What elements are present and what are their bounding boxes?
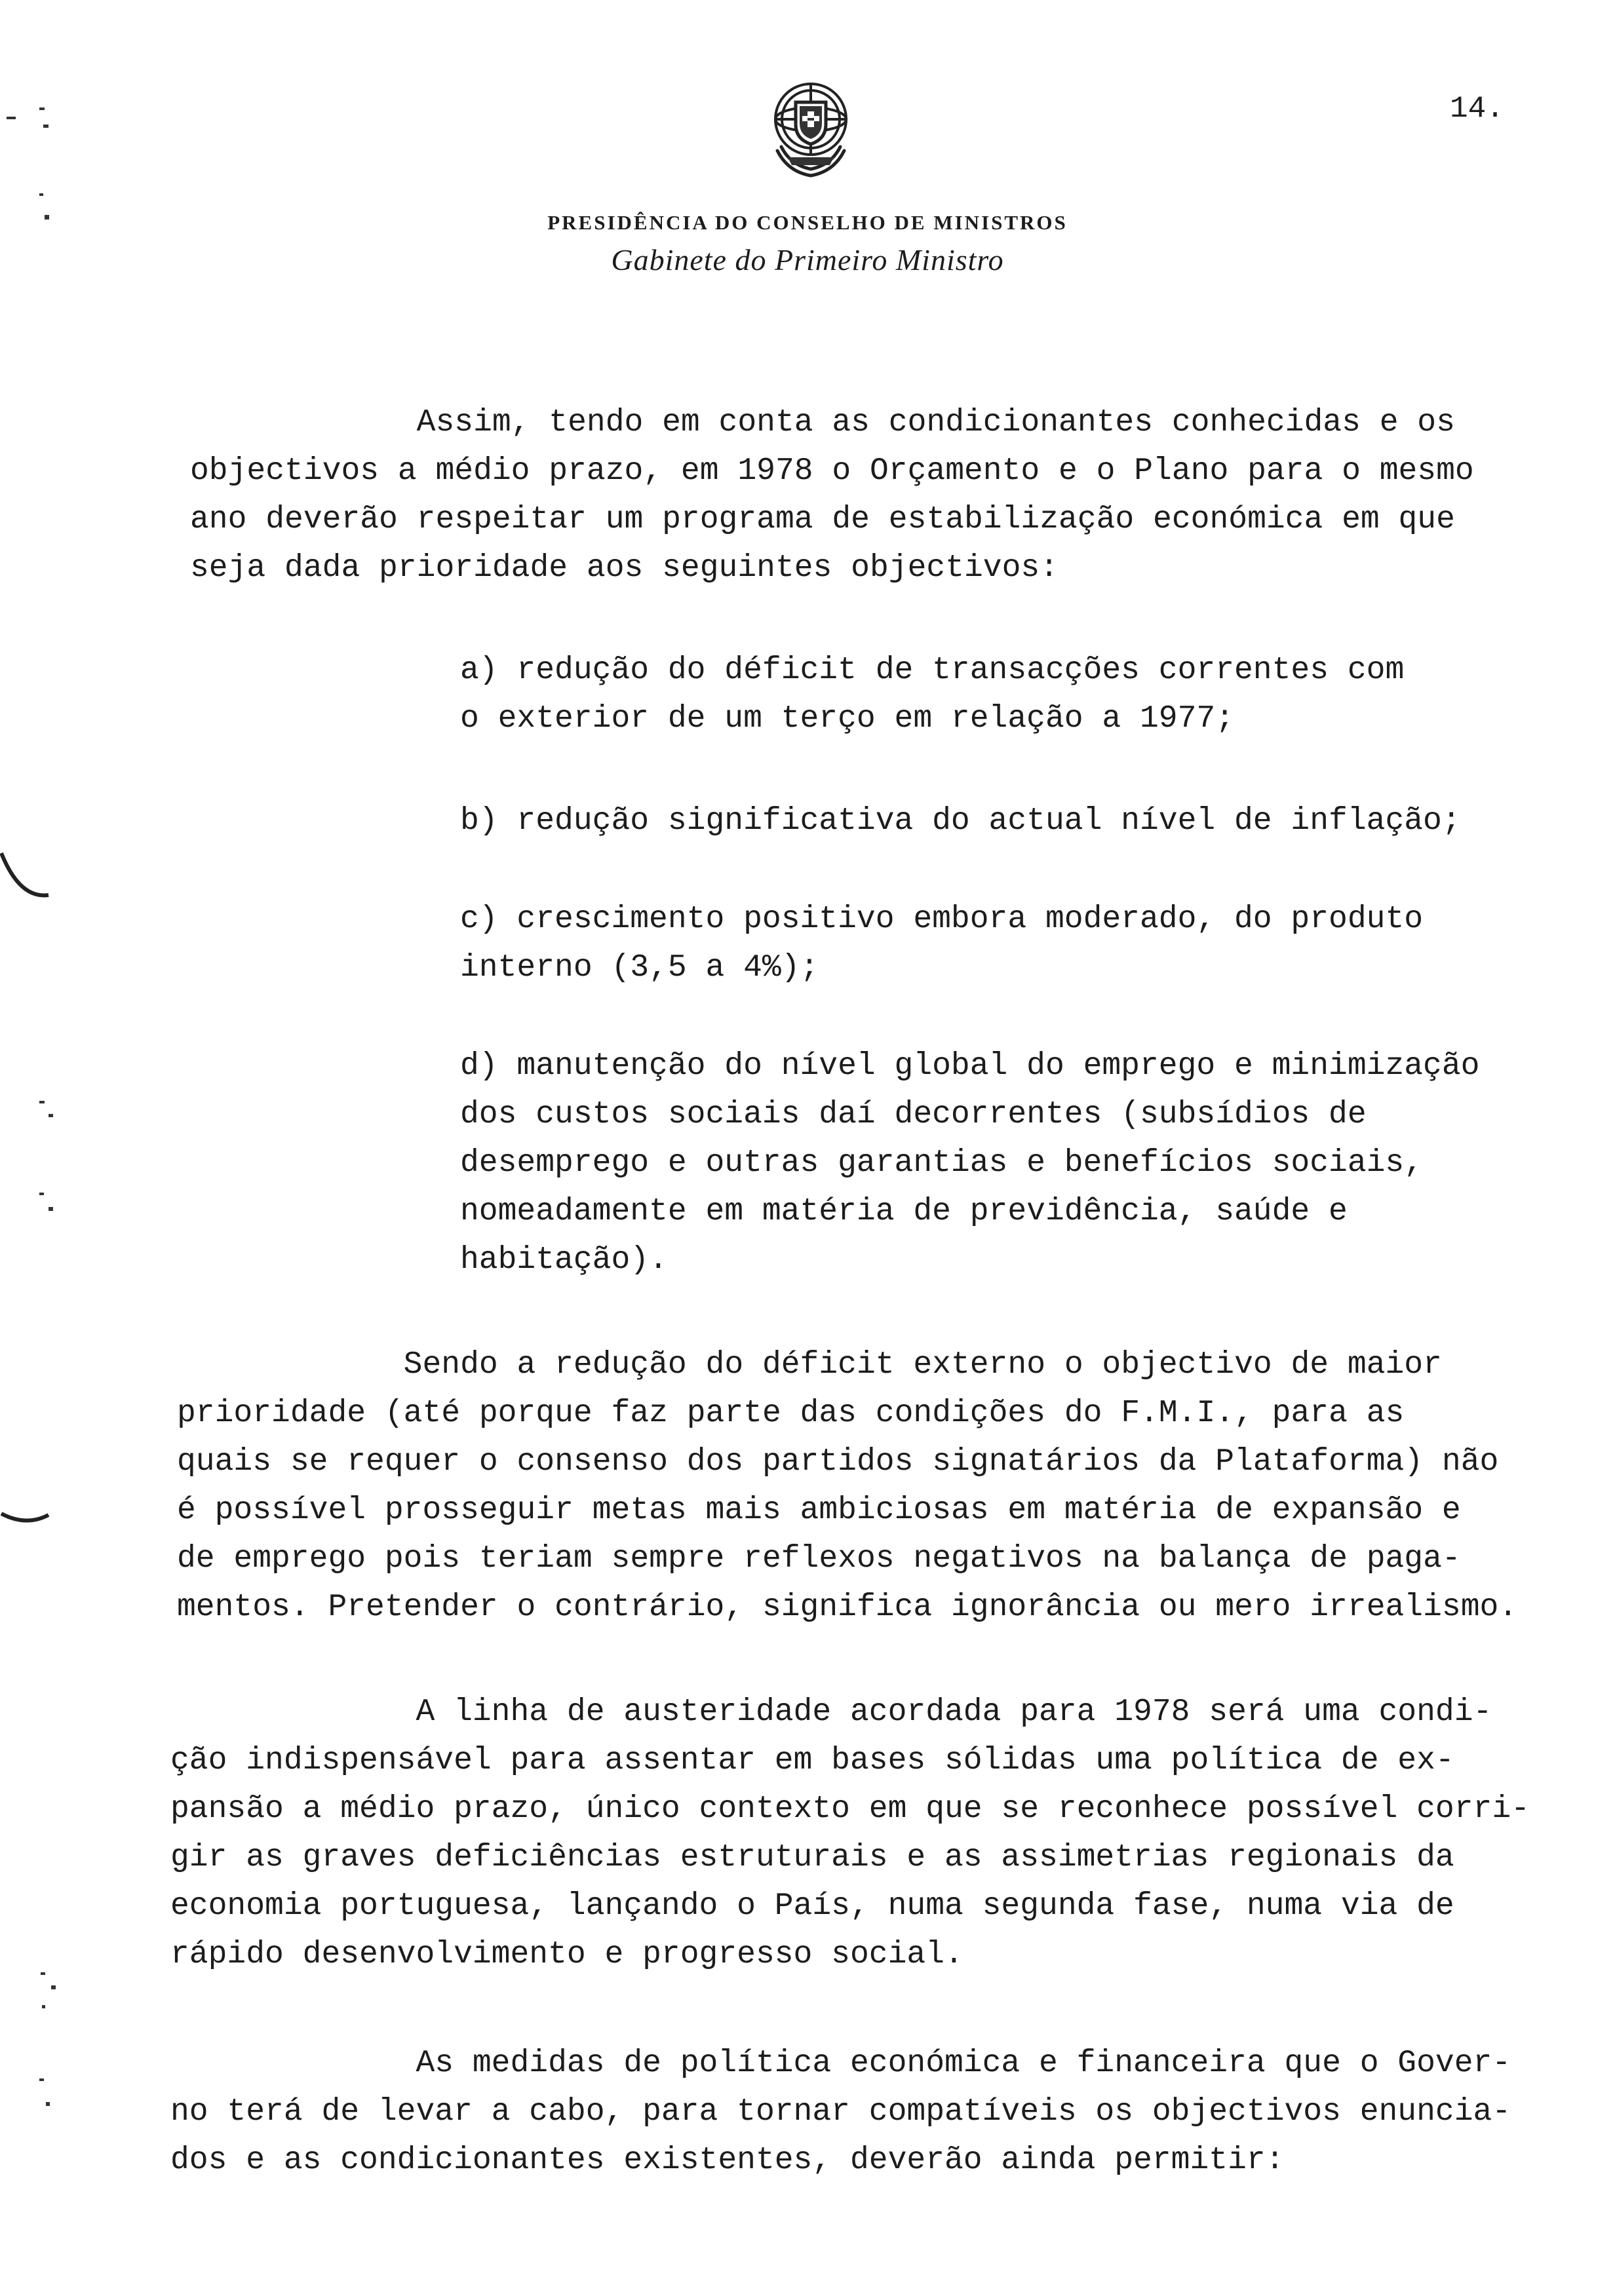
objective-label: c) xyxy=(460,902,498,937)
objective-text: redução do déficit de transacções correntes com o exterior de um terço em relação a 1977; xyxy=(460,653,1405,737)
objective-label: d) xyxy=(460,1048,498,1084)
page-number: 14. xyxy=(1450,92,1504,126)
objective-item-d xyxy=(460,1042,1601,1284)
intro-paragraph: Assim, tendo em conta as condicionantes conhecidas e os objectivos a médio prazo, em 1978 o Orçamento e o Plano para o mesmo ano deverão respeitar um programa de estabilização económica em que seja dada prioridade aos seguintes objectivos: xyxy=(190,405,1474,586)
objective-text: manutenção do nível global do emprego e minimização dos custos sociais daí decorrentes (subsídios de desemprego e outras garantias e benefícios sociais, nomeadamente em matéria de previdência, saúde e habitação). xyxy=(460,1048,1480,1278)
paragraph-austerity: A linha de austeridade acordada para 1978 será uma condi- ção indispensável para assentar em bases sólidas uma política de ex- pansão a médio prazo, único contexto em que se reconhece possível corri- gir as graves deficiências estruturais e as assimetrias regionais da economia portuguesa, lançando o País, numa segunda fase, numa via de rápido desenvolvimento e progresso social. xyxy=(170,1694,1530,1972)
scan-artifact-marks xyxy=(0,0,79,2296)
objective-label: b) xyxy=(460,803,498,839)
objective-item-a xyxy=(460,646,1601,743)
objective-item-c xyxy=(460,895,1601,992)
organization-title: PRESIDÊNCIA DO CONSELHO DE MINISTROS xyxy=(547,211,1068,234)
office-title: Gabinete do Primeiro Ministro xyxy=(611,243,1004,277)
paragraph-measures: As medidas de política económica e financeira que o Gover- no terá de levar a cabo, para tornar compatíveis os objectivos enuncia- dos e as condicionantes existentes, deverão ainda permitir: xyxy=(170,2046,1511,2178)
coat-of-arms-icon xyxy=(762,73,860,185)
objective-label: a) xyxy=(460,653,498,688)
objective-item-b xyxy=(460,797,1601,845)
objective-text: redução significativa do actual nível de inflação; xyxy=(516,803,1461,839)
paragraph-deficit: Sendo a redução do déficit externo o objectivo de maior prioridade (até porque faz parte das condições do F.M.I., para as quais se requer o consenso dos partidos signatários da Plataforma) não é possível prosseguir metas mais ambiciosas em matéria de expansão e de emprego pois teriam sempre reflexos negativos na balança de paga- mentos. Pretender o contrário, significa ignorância ou mero irrealismo. xyxy=(177,1347,1518,1625)
objective-text: crescimento positivo embora moderado, do produto interno (3,5 a 4%); xyxy=(460,902,1424,985)
